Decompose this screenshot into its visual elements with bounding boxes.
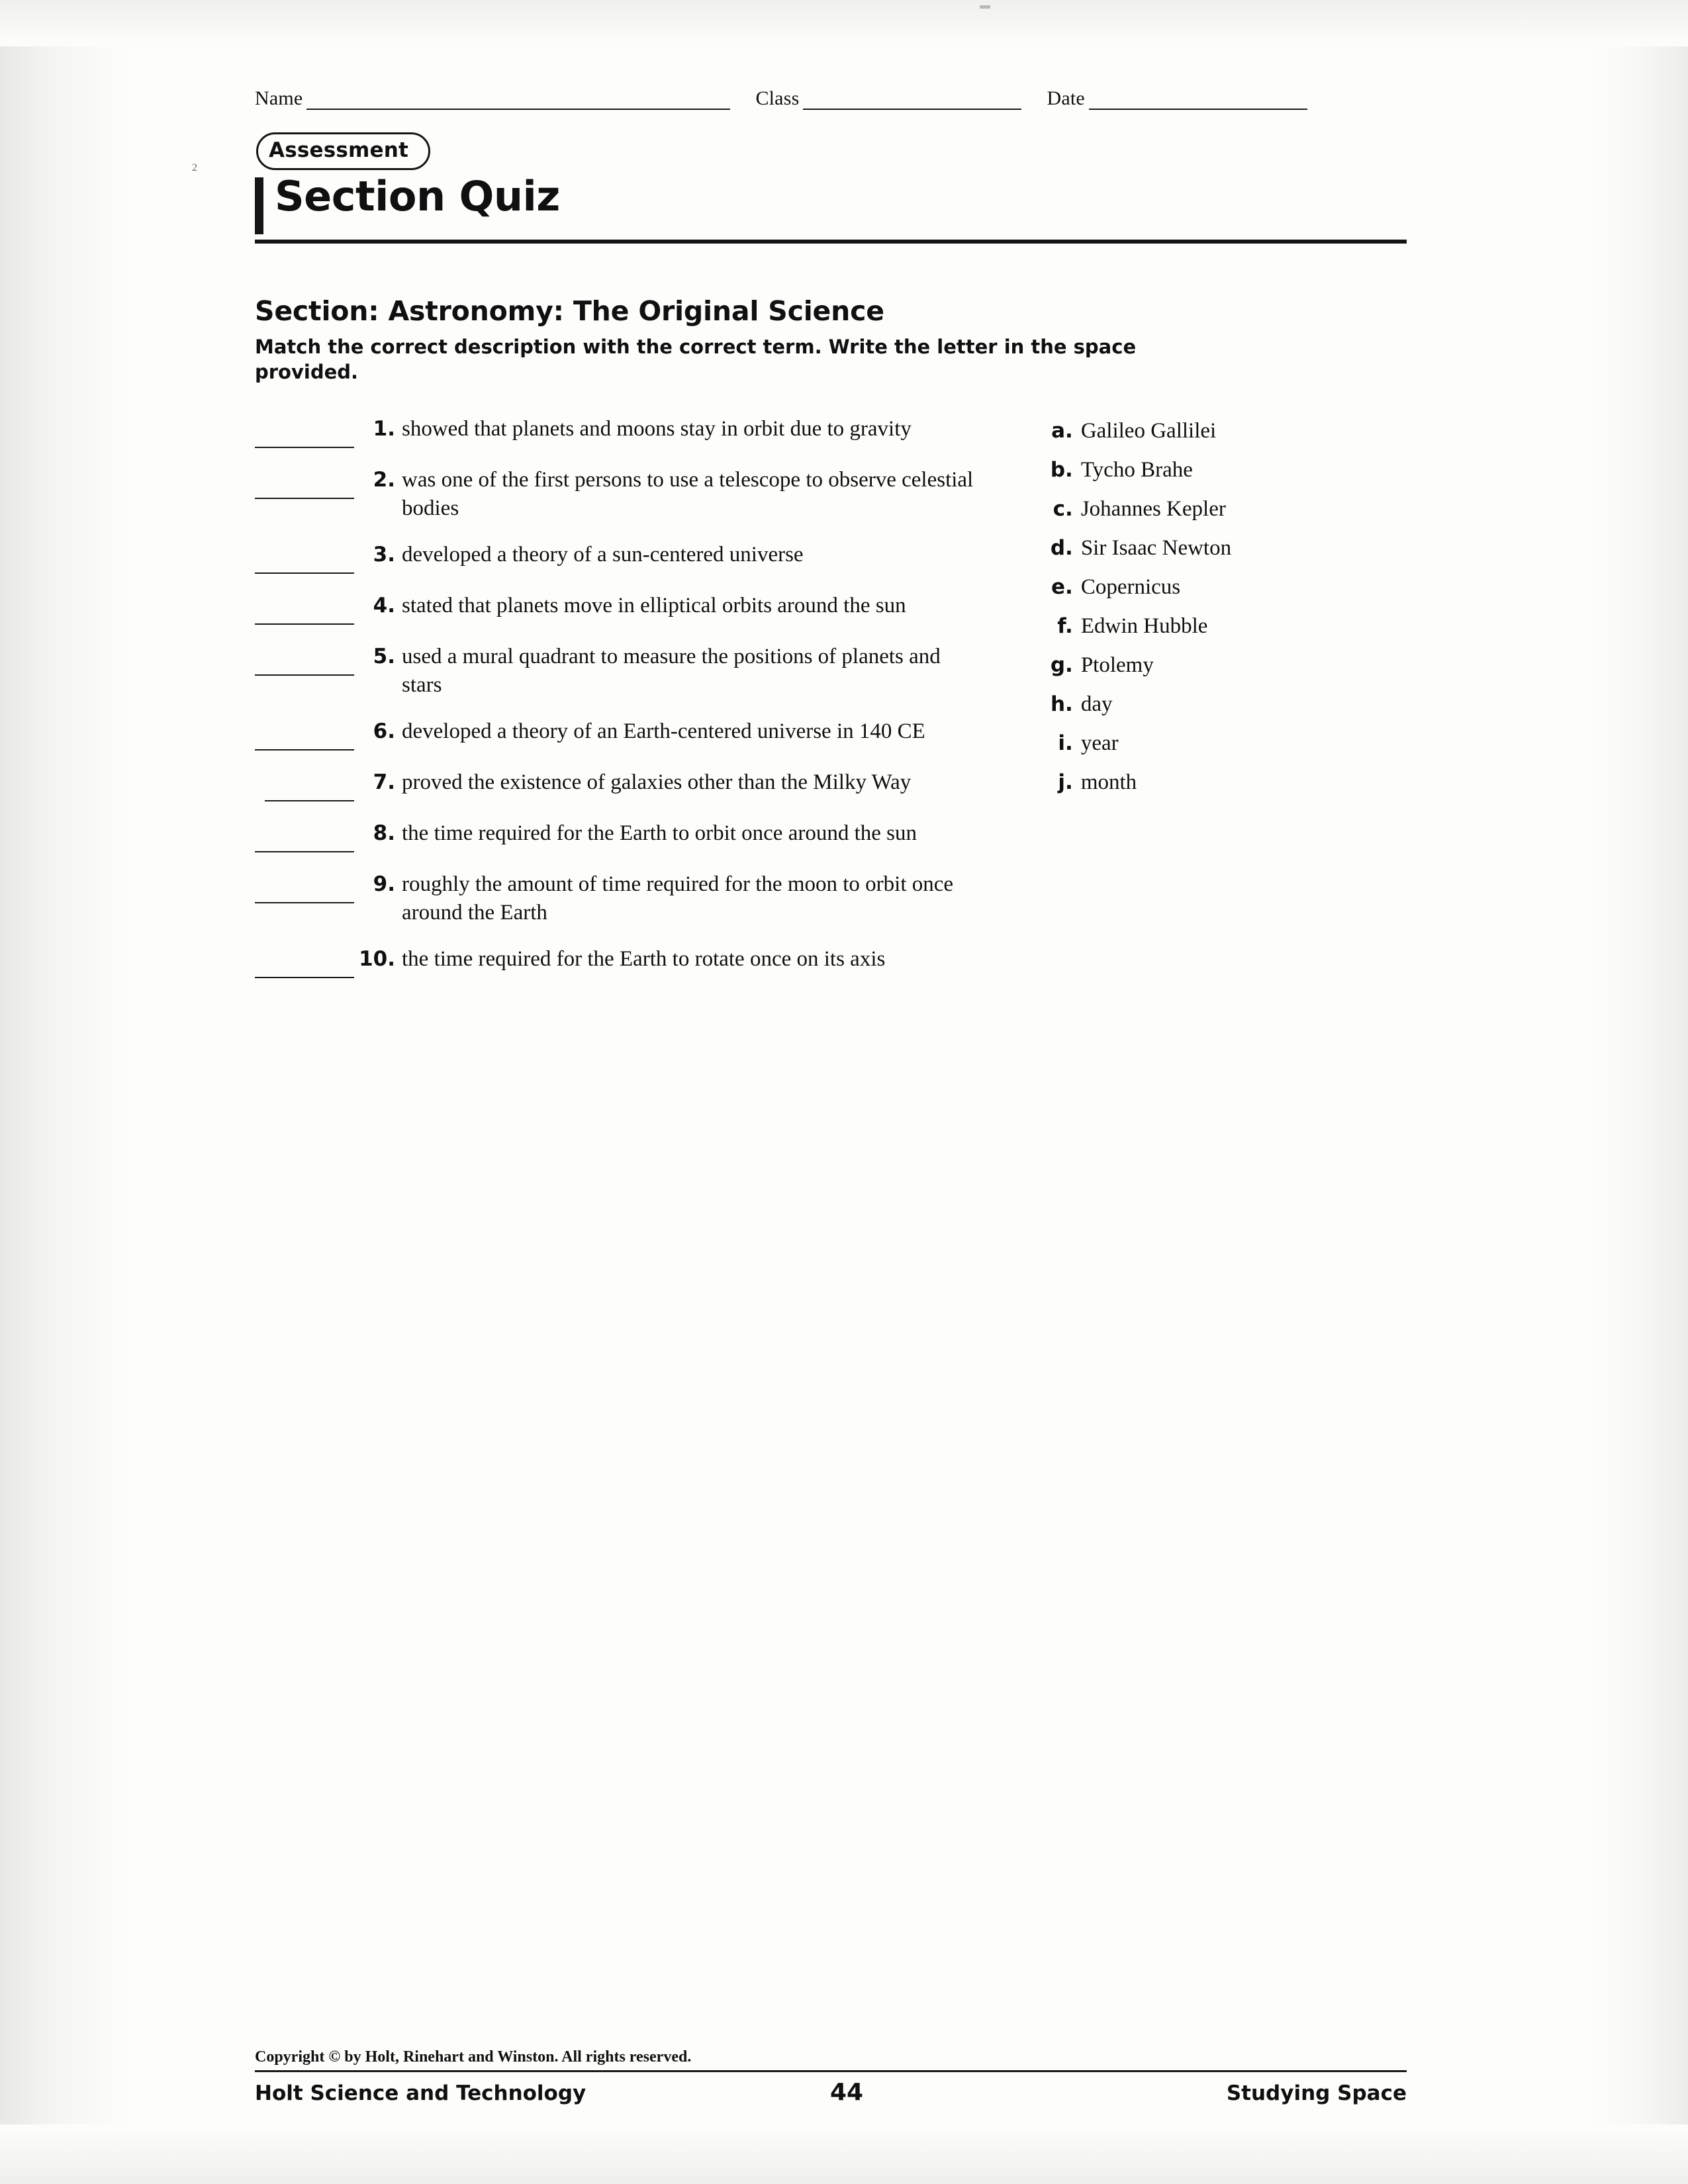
scan-edge-top	[0, 0, 1688, 46]
option-text: year	[1080, 731, 1119, 756]
footer-divider	[255, 2070, 1407, 2072]
option-item	[1043, 458, 1407, 482]
answer-blank[interactable]	[265, 778, 354, 801]
date-field[interactable]	[1089, 89, 1307, 110]
page-footer	[255, 2048, 1407, 2106]
question-text: developed a theory of a sun-centered universe	[402, 543, 804, 567]
question-item	[255, 592, 1003, 625]
answer-blank[interactable]	[255, 954, 354, 978]
question-number: 2.	[373, 468, 395, 492]
class-field[interactable]	[803, 89, 1021, 110]
option-item	[1043, 614, 1407, 639]
option-letter: d.	[1050, 536, 1073, 561]
title-block	[255, 172, 1407, 254]
student-info-line	[255, 79, 1407, 110]
option-letter: c.	[1053, 497, 1073, 522]
option-letter: j.	[1058, 770, 1073, 795]
question-number: 3.	[373, 543, 395, 567]
answer-blank[interactable]	[255, 652, 354, 676]
question-item	[255, 541, 1003, 574]
option-item	[1043, 536, 1407, 561]
question-number: 6.	[373, 719, 395, 743]
option-letter: g.	[1050, 653, 1073, 678]
questions-column	[255, 415, 1003, 995]
question-text: proved the existence of galaxies other than the Milky Way	[402, 770, 912, 794]
question-number: 1.	[373, 417, 395, 441]
title-divider	[255, 240, 1407, 244]
option-text: Edwin Hubble	[1080, 614, 1208, 639]
option-text: Sir Isaac Newton	[1080, 536, 1232, 561]
option-item	[1043, 419, 1407, 443]
question-number: 5.	[373, 645, 395, 669]
question-text: stated that planets move in elliptical orbits around the sun	[402, 594, 906, 618]
question-number: 7.	[373, 770, 395, 794]
option-letter: a.	[1051, 419, 1073, 443]
answer-blank[interactable]	[255, 727, 354, 751]
option-item	[1043, 497, 1407, 522]
option-letter: b.	[1050, 458, 1073, 482]
question-item	[255, 415, 1003, 448]
question-number: 4.	[373, 594, 395, 618]
option-text: Johannes Kepler	[1080, 497, 1226, 522]
option-text: month	[1080, 770, 1137, 795]
question-text: developed a theory of an Earth-centered universe in 140 CE	[402, 719, 925, 743]
option-text: Ptolemy	[1080, 653, 1154, 678]
option-text: day	[1080, 692, 1113, 717]
question-item	[255, 819, 1003, 852]
option-letter: i.	[1058, 731, 1073, 756]
chapter-title: Studying Space	[1226, 2081, 1407, 2105]
document-content	[255, 79, 1407, 996]
instructions-text: Match the correct description with the correct term. Write the letter in the space provided.	[255, 336, 1137, 383]
matching-exercise	[255, 415, 1407, 995]
question-text: the time required for the Earth to rotate once on its axis	[402, 946, 886, 971]
question-number: 9.	[373, 872, 395, 896]
section-heading: Section: Astronomy: The Original Science	[255, 295, 884, 327]
option-text: Tycho Brahe	[1080, 458, 1193, 482]
title-accent-bar	[255, 177, 263, 234]
question-text: showed that planets and moons stay in orbit due to gravity	[402, 417, 912, 441]
date-label: Date	[1047, 87, 1085, 109]
answer-options-column	[1003, 415, 1407, 809]
question-number: 10.	[359, 946, 395, 971]
question-item	[255, 717, 1003, 751]
page-title: Section Quiz	[275, 172, 560, 220]
question-text: was one of the first persons to use a telescope to observe celestial bodies	[402, 468, 974, 521]
answer-blank[interactable]	[255, 475, 354, 499]
scan-edge-bottom	[0, 2124, 1688, 2184]
option-item	[1043, 575, 1407, 600]
option-item	[1043, 770, 1407, 795]
option-letter: e.	[1051, 575, 1073, 600]
assessment-pill: Assessment	[256, 132, 430, 170]
answer-blank[interactable]	[255, 829, 354, 852]
scan-artifact-mark	[980, 5, 990, 9]
page-number: 44	[830, 2079, 864, 2106]
name-field[interactable]	[306, 89, 730, 110]
option-item	[1043, 653, 1407, 678]
question-item	[255, 945, 1003, 978]
question-item	[255, 870, 1003, 927]
option-text: Galileo Gallilei	[1080, 419, 1217, 443]
option-letter: f.	[1057, 614, 1073, 639]
scan-edge-right	[1589, 0, 1688, 2184]
question-item	[255, 768, 1003, 801]
option-letter: h.	[1050, 692, 1073, 717]
scan-edge-left	[0, 0, 132, 2184]
question-item	[255, 466, 1003, 523]
answer-blank[interactable]	[255, 601, 354, 625]
class-label: Class	[755, 87, 800, 109]
option-item	[1043, 731, 1407, 756]
margin-mark: 2	[192, 162, 197, 173]
option-text: Copernicus	[1080, 575, 1181, 600]
answer-blank[interactable]	[255, 550, 354, 574]
name-label: Name	[255, 87, 303, 109]
footer-row	[255, 2079, 1407, 2106]
question-text: used a mural quadrant to measure the positions of planets and stars	[402, 645, 941, 698]
copyright-text: Copyright © by Holt, Rinehart and Winston. All rights reserved.	[255, 2048, 692, 2066]
assessment-banner	[255, 132, 1407, 173]
question-text: roughly the amount of time required for the moon to orbit once around the Earth	[402, 872, 954, 925]
question-text: the time required for the Earth to orbit once around the sun	[402, 821, 917, 845]
question-number: 8.	[373, 821, 395, 845]
question-item	[255, 643, 1003, 700]
option-item	[1043, 692, 1407, 717]
book-title: Holt Science and Technology	[255, 2081, 586, 2105]
answer-blank[interactable]	[255, 424, 354, 448]
answer-blank[interactable]	[255, 880, 354, 903]
